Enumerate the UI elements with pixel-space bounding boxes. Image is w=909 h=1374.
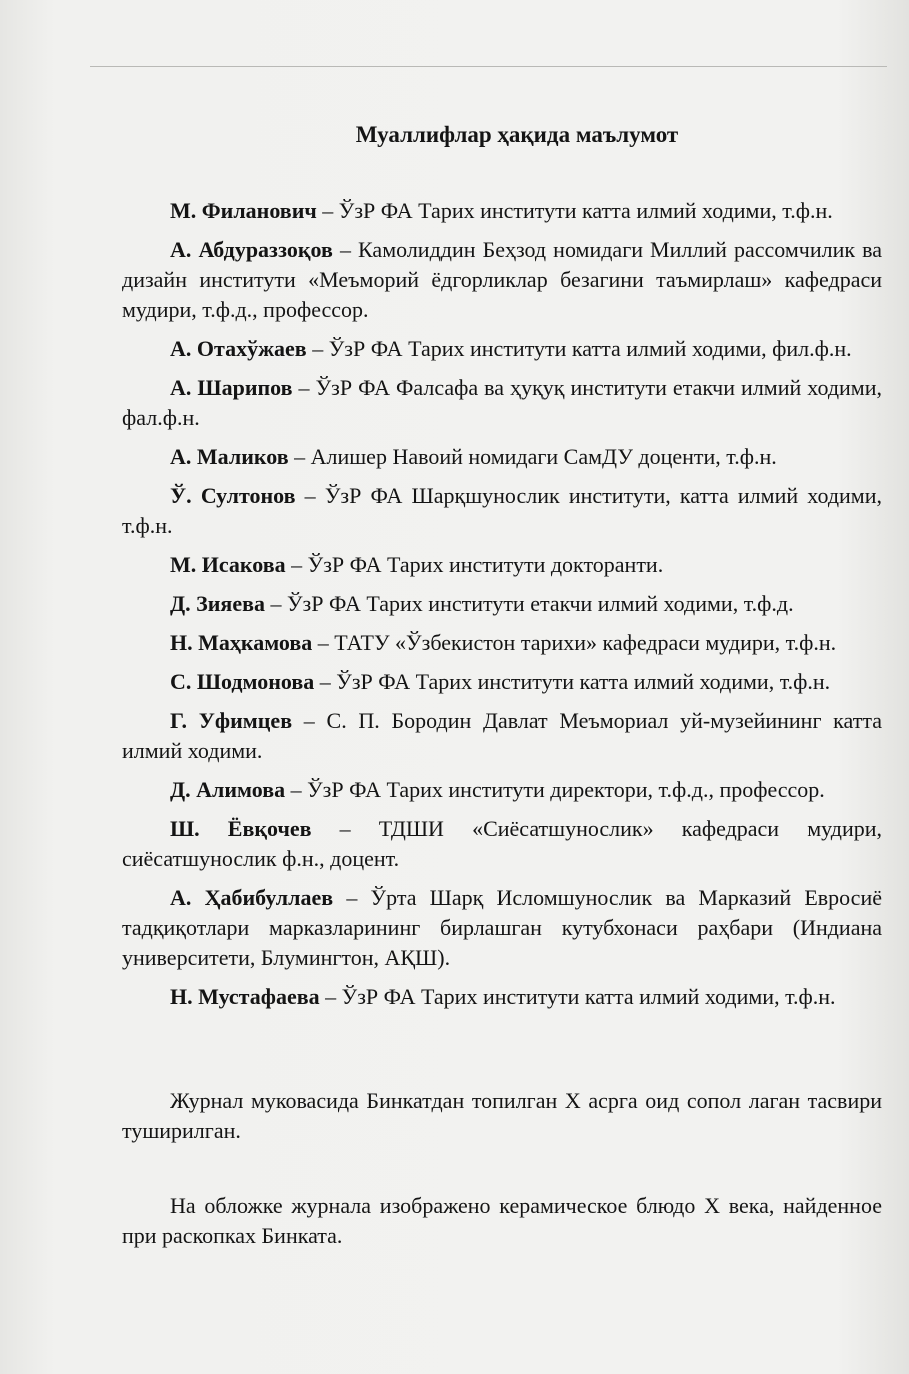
- author-info: – Алишер Навоий номидаги СамДУ доценти, т.ф.н.: [288, 444, 777, 469]
- author-name: М. Исакова: [170, 552, 286, 577]
- author-info: – ЎзР ФА Шарқшунослик институти, катта илмий ходими, т.ф.н.: [122, 483, 882, 538]
- author-info: – ЎзР ФА Тарих институти етакчи илмий ходими, т.ф.д.: [264, 591, 794, 616]
- page-content: [122, 120, 882, 1251]
- cover-note-uzbek: Журнал муковасида Бинкатдан топилган X асрга оид сопол лаган тасвири туширилган.: [122, 1088, 882, 1143]
- author-entry: [122, 775, 882, 805]
- author-info: – Ўрта Шарқ Исломшунослик ва Марказий Евросиё тадқиқотлари марказларининг бирлашган кутубхонаси раҳбари (Индиана университети, Блумингтон, АҚШ).: [122, 885, 882, 970]
- author-info: – С. П. Бородин Давлат Меъмориал уй-музейининг катта илмий ходими.: [122, 708, 882, 763]
- cover-note-russian: На обложке журнала изображено керамическое блюдо X века, найденное при раскопках Бинката.: [122, 1193, 882, 1248]
- author-entry: [122, 334, 882, 364]
- author-entry: [122, 373, 882, 433]
- author-entry: [122, 550, 882, 580]
- page-title: Муаллифлар ҳақида маълумот: [355, 122, 679, 147]
- author-name: С. Шодмонова: [170, 669, 315, 694]
- author-name: М. Филанович: [170, 198, 317, 223]
- author-name: Н. Мустафаева: [170, 984, 320, 1009]
- author-info: – ЎзР ФА Фалсафа ва ҳуқуқ институти етакчи илмий ходими, фал.ф.н.: [122, 375, 882, 430]
- author-info: – ТДШИ «Сиёсатшунослик» кафедраси мудири, сиёсатшунослик ф.н., доцент.: [122, 816, 882, 871]
- author-entry: [122, 196, 882, 226]
- author-entry: [122, 883, 882, 973]
- author-entry: [122, 442, 882, 472]
- author-info: – ЎзР ФА Тарих институти докторанти.: [285, 552, 664, 577]
- author-entry: [122, 481, 882, 541]
- author-info: – ЎзР ФА Тарих институти катта илмий ходими, фил.ф.н.: [306, 336, 852, 361]
- author-entry: [122, 628, 882, 658]
- author-entry: [122, 235, 882, 325]
- authors-list: [122, 196, 882, 1012]
- author-info: – ЎзР ФА Тарих институти катта илмий ходими, т.ф.н.: [316, 198, 833, 223]
- author-name: А. Отахўжаев: [170, 336, 307, 361]
- author-info: – ЎзР ФА Тарих институти катта илмий ходими, т.ф.н.: [314, 669, 831, 694]
- author-entry: [122, 667, 882, 697]
- author-entry: [122, 706, 882, 766]
- author-name: А. Абдураззоқов: [170, 237, 333, 262]
- author-name: Ў. Султонов: [170, 483, 296, 508]
- author-info: – ТАТУ «Ўзбекистон тарихи» кафедраси мудири, т.ф.н.: [312, 630, 837, 655]
- author-name: А. Шарипов: [170, 375, 293, 400]
- author-name: Г. Уфимцев: [170, 708, 293, 733]
- author-info: – Камолиддин Беҳзод номидаги Миллий рассомчилик ва дизайн институти «Меъморий ёдгорликлар безагини таъмирлаш» кафедраси мудири, т.ф.д., профессор.: [122, 237, 882, 322]
- author-name: Н. Маҳкамова: [170, 630, 313, 655]
- author-entry: [122, 982, 882, 1012]
- author-name: Ш. Ёвқочев: [170, 816, 312, 841]
- author-entry: [122, 814, 882, 874]
- header-rule: [90, 66, 887, 67]
- author-name: А. Маликов: [170, 444, 289, 469]
- author-info: – ЎзР ФА Тарих институти директори, т.ф.д., профессор.: [285, 777, 825, 802]
- author-name: Д. Алимова: [170, 777, 286, 802]
- author-entry: [122, 589, 882, 619]
- author-info: – ЎзР ФА Тарих институти катта илмий ходими, т.ф.н.: [319, 984, 836, 1009]
- author-name: Д. Зияева: [170, 591, 265, 616]
- author-name: А. Ҳабибуллаев: [170, 885, 334, 910]
